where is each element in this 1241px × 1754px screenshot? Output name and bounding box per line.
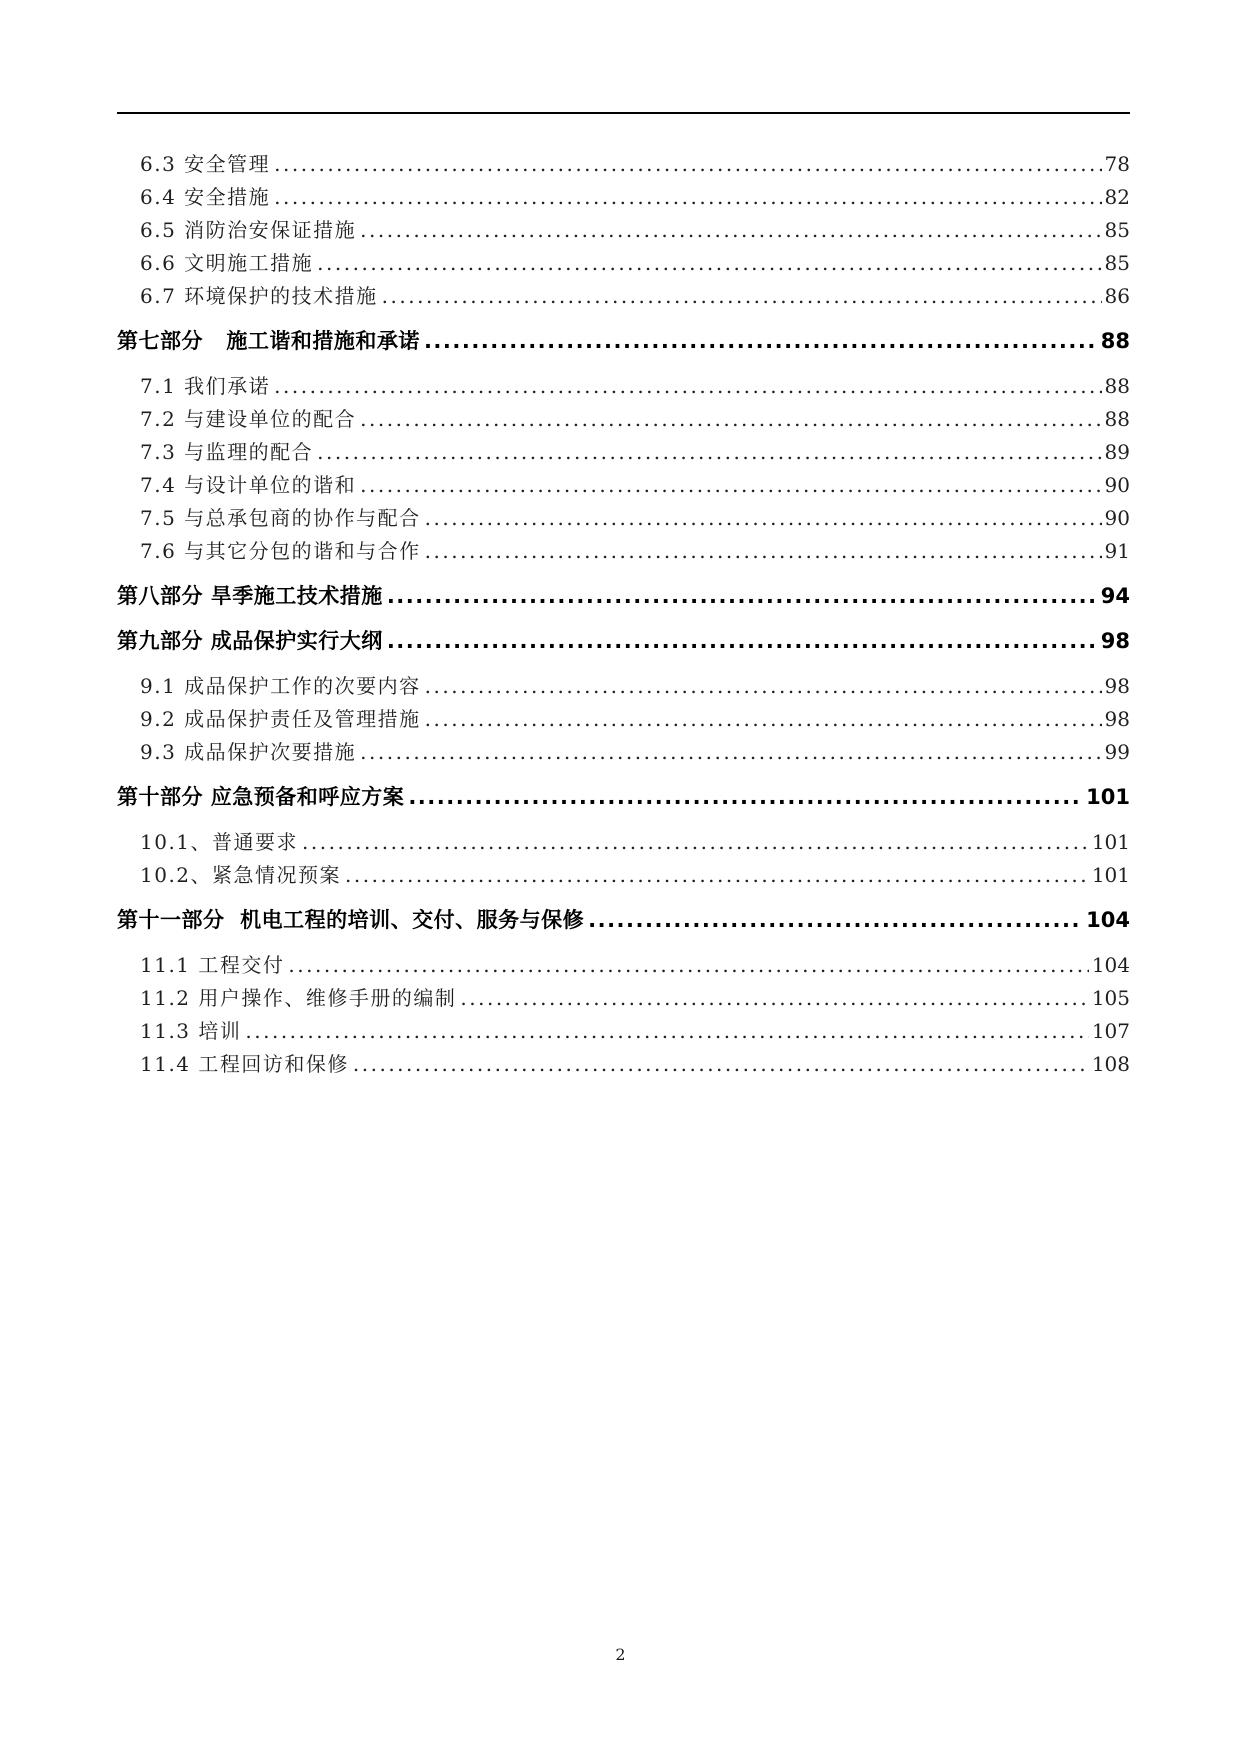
toc-entry bbox=[117, 670, 1130, 703]
toc-entry bbox=[117, 949, 1130, 982]
toc-entry-label: 6.6 文明施工措施 bbox=[140, 251, 314, 275]
toc-entry bbox=[117, 1048, 1130, 1081]
toc-entry-page: 85 bbox=[1104, 251, 1130, 275]
toc-entry-page: 98 bbox=[1104, 674, 1130, 698]
toc-section-heading bbox=[117, 580, 1130, 613]
toc-section-page: 98 bbox=[1100, 629, 1130, 653]
toc-entry-label: 11.1 工程交付 bbox=[140, 953, 285, 977]
toc-entry-label: 9.1 成品保护工作的次要内容 bbox=[140, 674, 421, 698]
toc-entry bbox=[117, 826, 1130, 859]
toc-entry-page: 108 bbox=[1091, 1052, 1130, 1076]
toc-entry-label: 10.2、紧急情况预案 bbox=[140, 863, 342, 887]
toc-section-heading bbox=[117, 325, 1130, 358]
dot-leader bbox=[387, 580, 1098, 613]
toc-section-label: 第七部分 施工谐和措施和承诺 bbox=[117, 329, 420, 353]
toc-section-label: 第十一部分 机电工程的培训、交付、服务与保修 bbox=[117, 908, 585, 932]
toc-section-page: 94 bbox=[1100, 584, 1130, 608]
toc-entry-label: 9.2 成品保护责任及管理措施 bbox=[140, 707, 421, 731]
toc-entry-page: 105 bbox=[1091, 986, 1130, 1010]
toc-entry bbox=[117, 982, 1130, 1015]
toc-entry bbox=[117, 502, 1130, 535]
toc-entry-page: 86 bbox=[1104, 284, 1130, 308]
toc-entry-page: 90 bbox=[1104, 506, 1130, 530]
toc-entry-page: 101 bbox=[1091, 830, 1130, 854]
toc-entry bbox=[117, 403, 1130, 436]
toc-entry-page: 104 bbox=[1091, 953, 1130, 977]
toc-entry bbox=[117, 469, 1130, 502]
header-rule bbox=[117, 112, 1130, 114]
toc-section-heading bbox=[117, 625, 1130, 658]
dot-leader bbox=[425, 703, 1102, 736]
toc-entry-page: 85 bbox=[1104, 218, 1130, 242]
toc-entry-page: 88 bbox=[1104, 374, 1130, 398]
toc-entry-label: 6.5 消防治安保证措施 bbox=[140, 218, 357, 242]
dot-leader bbox=[425, 502, 1102, 535]
toc-entry-label: 11.4 工程回访和保修 bbox=[140, 1052, 349, 1076]
dot-leader bbox=[588, 904, 1083, 937]
toc-entry-label: 7.6 与其它分包的谐和与合作 bbox=[140, 539, 421, 563]
toc-section-label: 第十部分 应急预备和呼应方案 bbox=[117, 785, 405, 809]
toc-section-page: 104 bbox=[1086, 908, 1130, 932]
dot-leader bbox=[382, 280, 1102, 313]
toc-entry-page: 98 bbox=[1104, 707, 1130, 731]
toc-section-heading bbox=[117, 781, 1130, 814]
toc-entry-page: 91 bbox=[1104, 539, 1130, 563]
toc-entry-label: 11.2 用户操作、维修手册的编制 bbox=[140, 986, 457, 1010]
toc-entry-page: 78 bbox=[1104, 152, 1130, 176]
dot-leader bbox=[274, 370, 1101, 403]
toc-entry bbox=[117, 436, 1130, 469]
toc-entry-page: 89 bbox=[1104, 440, 1130, 464]
toc-section-label: 第九部分 成品保护实行大纲 bbox=[117, 629, 383, 653]
toc-entry bbox=[117, 370, 1130, 403]
dot-leader bbox=[360, 736, 1101, 769]
toc-entry-page: 88 bbox=[1104, 407, 1130, 431]
toc-entry-label: 7.4 与设计单位的谐和 bbox=[140, 473, 357, 497]
toc-entry-page: 90 bbox=[1104, 473, 1130, 497]
dot-leader bbox=[425, 535, 1102, 568]
dot-leader bbox=[288, 949, 1088, 982]
page-number: 2 bbox=[615, 1645, 626, 1664]
toc-entry-page: 101 bbox=[1091, 863, 1130, 887]
toc-entry bbox=[117, 181, 1130, 214]
dot-leader bbox=[387, 625, 1098, 658]
toc-entry-page: 99 bbox=[1104, 740, 1130, 764]
dot-leader bbox=[353, 1048, 1089, 1081]
toc-section-label: 第八部分 旱季施工技术措施 bbox=[117, 584, 383, 608]
toc-entry bbox=[117, 247, 1130, 280]
toc-section-page: 101 bbox=[1086, 785, 1130, 809]
toc-entry-label: 7.3 与监理的配合 bbox=[140, 440, 314, 464]
toc-entry bbox=[117, 148, 1130, 181]
toc-entry-label: 7.1 我们承诺 bbox=[140, 374, 271, 398]
toc-entry bbox=[117, 736, 1130, 769]
toc-entry bbox=[117, 859, 1130, 892]
dot-leader bbox=[360, 214, 1101, 247]
toc-entry-label: 9.3 成品保护次要措施 bbox=[140, 740, 357, 764]
dot-leader bbox=[274, 181, 1101, 214]
toc-entry-label: 6.4 安全措施 bbox=[140, 185, 271, 209]
dot-leader bbox=[345, 859, 1089, 892]
toc-entry-label: 6.3 安全管理 bbox=[140, 152, 271, 176]
dot-leader bbox=[317, 247, 1101, 280]
dot-leader bbox=[274, 148, 1101, 181]
dot-leader bbox=[317, 436, 1101, 469]
dot-leader bbox=[408, 781, 1083, 814]
dot-leader bbox=[302, 826, 1089, 859]
dot-leader bbox=[360, 469, 1101, 502]
toc-section-page: 88 bbox=[1100, 329, 1130, 353]
dot-leader bbox=[460, 982, 1088, 1015]
toc-entry bbox=[117, 703, 1130, 736]
dot-leader bbox=[360, 403, 1101, 436]
toc-section-heading bbox=[117, 904, 1130, 937]
toc-entry-label: 7.5 与总承包商的协作与配合 bbox=[140, 506, 421, 530]
toc-entry bbox=[117, 280, 1130, 313]
toc-entry-page: 107 bbox=[1091, 1019, 1130, 1043]
dot-leader bbox=[424, 325, 1098, 358]
toc-entry-label: 10.1、普通要求 bbox=[140, 830, 299, 854]
table-of-contents bbox=[117, 148, 1130, 1081]
toc-entry-label: 6.7 环境保护的技术措施 bbox=[140, 284, 378, 308]
toc-entry-label: 11.3 培训 bbox=[140, 1019, 242, 1043]
toc-entry bbox=[117, 1015, 1130, 1048]
toc-entry bbox=[117, 214, 1130, 247]
dot-leader bbox=[245, 1015, 1088, 1048]
toc-entry bbox=[117, 535, 1130, 568]
toc-entry-page: 82 bbox=[1104, 185, 1130, 209]
dot-leader bbox=[425, 670, 1102, 703]
toc-entry-label: 7.2 与建设单位的配合 bbox=[140, 407, 357, 431]
